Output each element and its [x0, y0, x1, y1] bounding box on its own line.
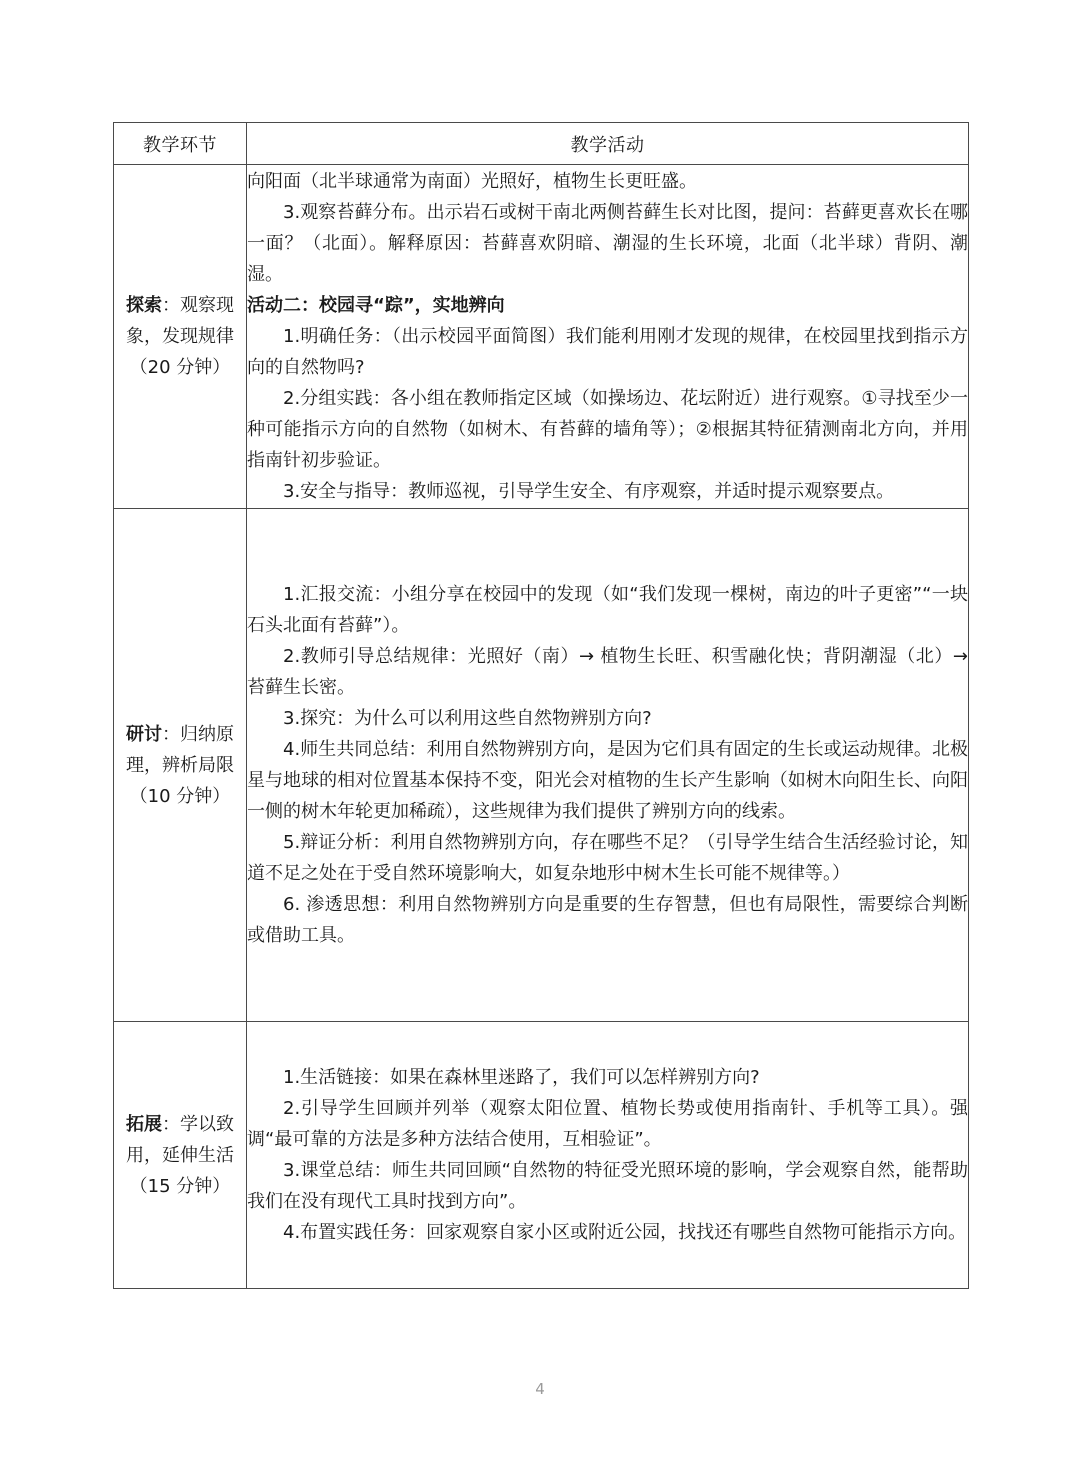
activity-cell	[247, 165, 969, 509]
stage-desc-part1: ：归纳原	[162, 723, 234, 745]
activity-paragraph: 2.分组实践：各小组在教师指定区域（如操场边、花坛附近）进行观察。①寻找至少一种可能指示方向的自然物（如树木、有苔藓的墙角等）；②根据其特征猜测南北方向，并用指南针初步验证。	[247, 388, 968, 471]
stage-desc-part2: 象，发现规律	[126, 326, 234, 347]
stage-cell	[114, 509, 247, 1022]
page-number: 4	[535, 1380, 545, 1398]
stage-time: （10 分钟）	[129, 785, 231, 807]
activity-paragraph: 3.观察苔藓分布。出示岩石或树干南北两侧苔藓生长对比图，提问：苔藓更喜欢长在哪一面？（北面）。解释原因：苔藓喜欢阴暗、潮湿的生长环境，北面（北半球）背阴、潮湿。	[247, 202, 968, 285]
stage-line-1	[114, 719, 246, 750]
activity-paragraph: 1.汇报交流：小组分享在校园中的发现（如“我们发现一棵树，南边的叶子更密”“一块石头北面有苔藓”）。	[247, 584, 968, 636]
stage-desc-part1: ：观察现	[162, 295, 234, 316]
activity-paragraph: 2.教师引导总结规律：光照好（南）→ 植物生长旺、积雪融化快；背阴潮湿（北）→ 苔藓生长密。	[247, 646, 968, 698]
activity-paragraph: 1.明确任务：（出示校园平面简图）我们能利用刚才发现的规律，在校园里找到指示方向的自然物吗?	[247, 326, 968, 378]
activity-paragraph: 向阳面（北半球通常为南面）光照好，植物生长更旺盛。	[247, 171, 697, 192]
header-activity: 教学活动	[247, 123, 969, 165]
stage-cell	[114, 1022, 247, 1289]
activity-subtitle: 活动二：校园寻“踪”，实地辨向	[247, 295, 505, 316]
stage-name: 探索	[126, 295, 162, 316]
activity-paragraph: 2.引导学生回顾并列举（观察太阳位置、植物长势或使用指南针、手机等工具）。强调“最可靠的方法是多种方法结合使用，互相验证”。	[247, 1098, 968, 1150]
activity-paragraph: 3.课堂总结：师生共同回顾“自然物的特征受光照环境的影响，学会观察自然，能帮助我们在没有现代工具时找到方向”。	[247, 1160, 968, 1212]
activity-paragraph: 4.师生共同总结：利用自然物辨别方向，是因为它们具有固定的生长或运动规律。北极星与地球的相对位置基本保持不变，阳光会对植物的生长产生影响（如树木向阳生长、向阳一侧的树木年轮更加稀疏），这些规律为我们提供了辨别方向的线索。	[247, 739, 968, 822]
activity-paragraph: 4.布置实践任务：回家观察自家小区或附近公园，找找还有哪些自然物可能指示方向。	[283, 1222, 967, 1243]
table-header-row	[114, 123, 969, 165]
stage-time: （15 分钟）	[129, 1175, 231, 1197]
activity-paragraph: 3.探究：为什么可以利用这些自然物辨别方向?	[283, 708, 652, 729]
stage-desc-part1: ：学以致	[162, 1113, 234, 1135]
activity-paragraph: 6. 渗透思想：利用自然物辨别方向是重要的生存智慧，但也有局限性，需要综合判断或借助工具。	[247, 894, 968, 946]
table-row	[114, 1022, 969, 1289]
activity-paragraph: 1.生活链接：如果在森林里迷路了，我们可以怎样辨别方向?	[283, 1067, 760, 1088]
activity-paragraph: 3.安全与指导：教师巡视，引导学生安全、有序观察，并适时提示观察要点。	[283, 481, 895, 502]
stage-line-1	[114, 290, 246, 321]
stage-time: （20 分钟）	[129, 357, 231, 378]
stage-name: 研讨	[126, 723, 162, 745]
stage-desc-part2: 用，延伸生活	[126, 1144, 234, 1166]
stage-desc-part2: 理，辨析局限	[126, 754, 234, 776]
activity-paragraph: 5.辩证分析：利用自然物辨别方向，存在哪些不足？（引导学生结合生活经验讨论，知道不足之处在于受自然环境影响大，如复杂地形中树木生长可能不规律等。）	[247, 832, 968, 884]
stage-line-1	[114, 1109, 246, 1140]
activity-cell	[247, 1022, 969, 1289]
lesson-plan-table	[113, 122, 969, 1289]
table-row	[114, 509, 969, 1022]
table-row	[114, 165, 969, 509]
stage-name: 拓展	[126, 1113, 162, 1135]
activity-cell	[247, 509, 969, 1022]
header-stage: 教学环节	[114, 123, 247, 165]
stage-cell	[114, 165, 247, 509]
